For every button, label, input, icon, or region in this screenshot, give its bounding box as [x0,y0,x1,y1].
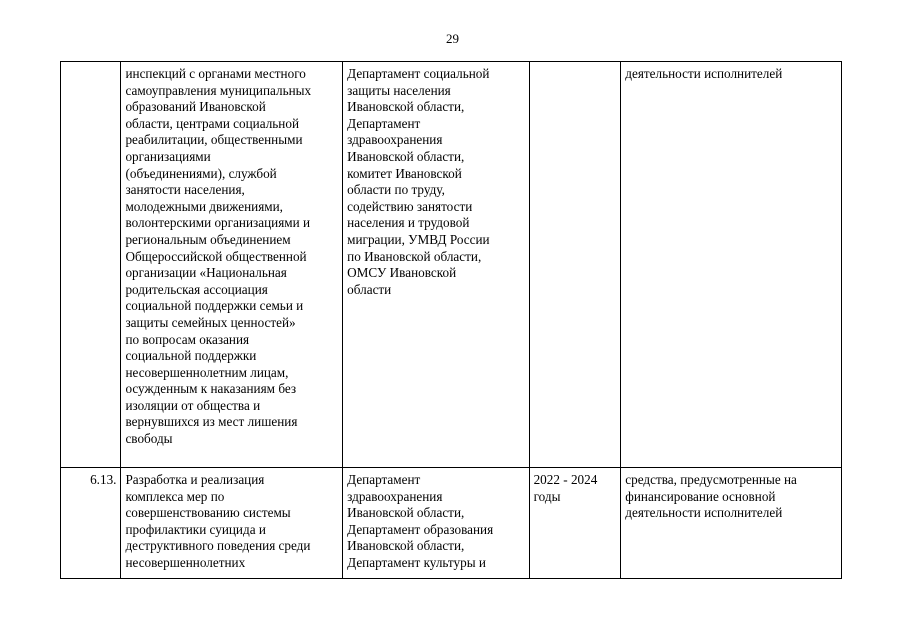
executors-cell: Департамент здравоохранения Ивановской области, Департамент образования Ивановской области, Департамент культуры и [343,468,529,579]
item-number-cell [61,62,121,468]
measure-name-cell: Разработка и реализация комплекса мер по совершенствованию системы профилактики суицида и деструктивного поведения среди несовершеннолетних [121,468,343,579]
term-cell [529,62,621,468]
item-number-cell: 6.13. [61,468,121,579]
table-row [61,62,842,468]
page-number: 29 [446,31,459,46]
table-row [61,468,842,579]
term-cell: 2022 - 2024 годы [529,468,621,579]
measure-name-cell: инспекций с органами местного самоуправления муниципальных образований Ивановской области, центрами социальной реабилитации, общественными организациями (объединениями), службой занятости населения, молодежными движениями, волонтерскими организациями и региональным объединением Общероссийской общественной организации «Национальная родительская ассоциация социальной поддержки семьи и защиты семейных ценностей» по вопросам оказания социальной поддержки несовершеннолетним лицам, осужденным к наказаниям без изоляции от общества и вернувшихся из мест лишения свободы [121,62,343,468]
funding-source-cell: деятельности исполнителей [621,62,842,468]
funding-source-cell: средства, предусмотренные на финансирование основной деятельности исполнителей [621,468,842,579]
executors-cell: Департамент социальной защиты населения Ивановской области, Департамент здравоохранения Ивановской области, комитет Ивановской области по труду, содействию занятости населения и трудовой миграции, УМВД России по Ивановской области, ОМСУ Ивановской области [343,62,529,468]
measures-table [60,61,842,579]
